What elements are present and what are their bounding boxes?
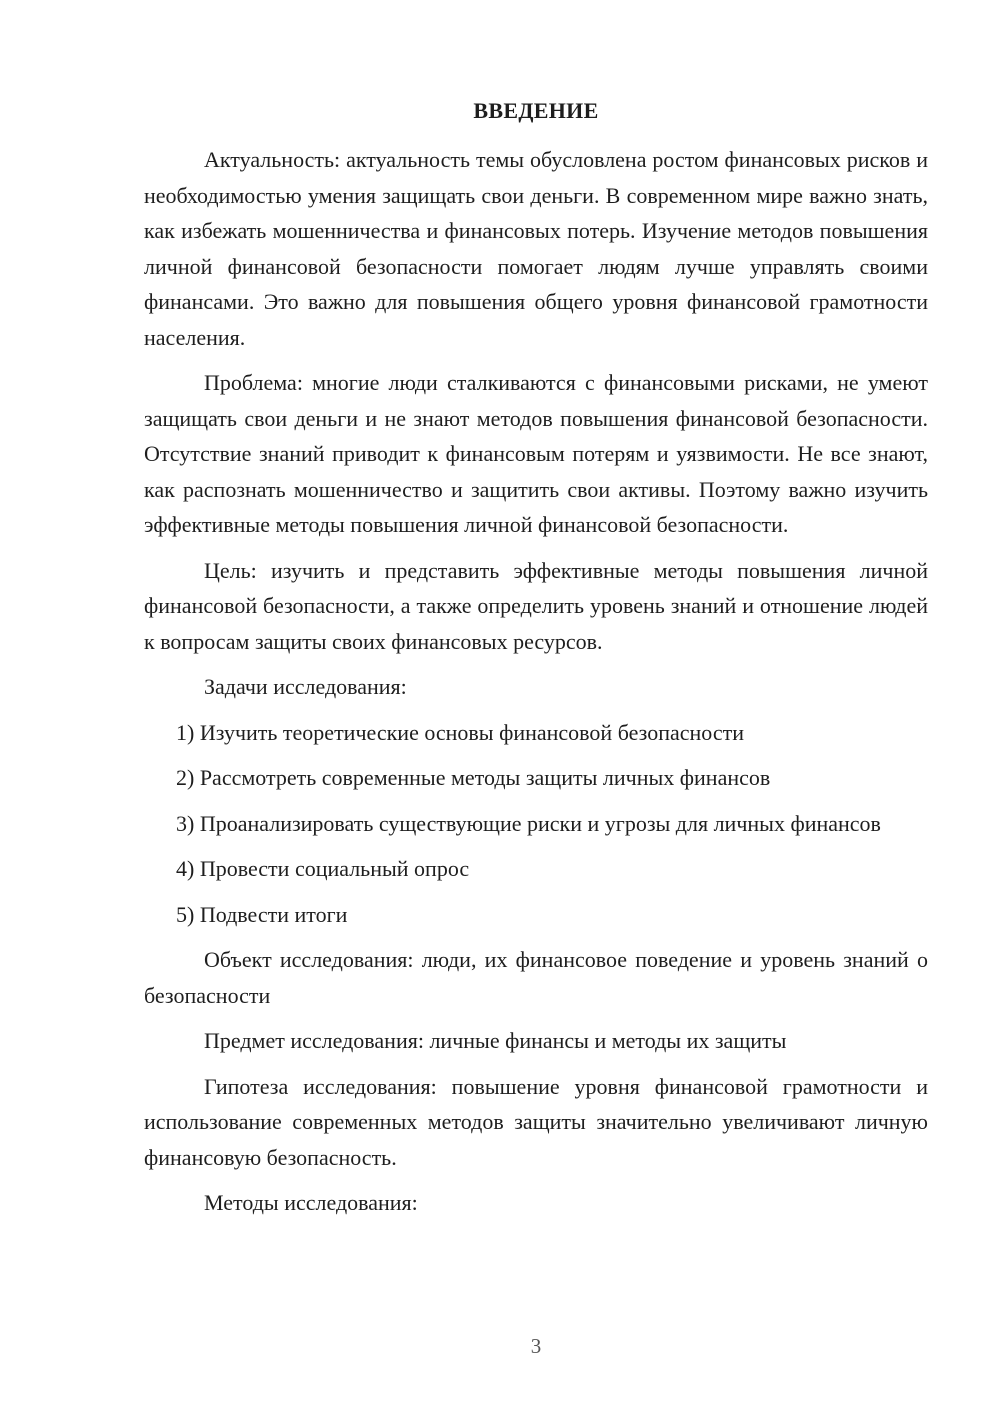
task-item-3: 3) Проанализировать существующие риски и угрозы для личных финансов bbox=[176, 810, 881, 836]
task-item-2: 2) Рассмотреть современные методы защиты личных финансов bbox=[176, 765, 771, 790]
paragraph-subject: Предмет исследования: личные финансы и методы их защиты bbox=[204, 1028, 787, 1053]
paragraph-hypothesis: Гипотеза исследования: повышение уровня финансовой грамотности и использование современных методов защиты значительно увеличивают личную финансовую безопасность. bbox=[144, 1073, 928, 1170]
paragraph-object: Объект исследования: люди, их финансовое поведение и уровень знаний о безопасности bbox=[144, 947, 928, 1008]
task-item-4: 4) Провести социальный опрос bbox=[176, 856, 470, 881]
tasks-heading: Задачи исследования: bbox=[204, 674, 407, 699]
methods-heading: Методы исследования: bbox=[204, 1190, 418, 1215]
paragraph-problem: Проблема: многие люди сталкиваются с финансовыми рисками, не умеют защищать свои деньги и не знают методов повышения финансовой безопасности. Отсутствие знаний приводит к финансовым потерям и уязвимости. Не все знают, как распознать мошенничество и защитить свои активы. Поэтому важно изучить эффективные методы повышения личной финансовой безопасности. bbox=[144, 370, 928, 537]
paragraph-goal: Цель: изучить и представить эффективные методы повышения личной финансовой безопасности, а также определить уровень знаний и отношение людей к вопросам защиты своих финансовых ресурсов. bbox=[144, 557, 928, 654]
document-body bbox=[144, 142, 928, 1231]
page-number: 3 bbox=[530, 1334, 542, 1358]
task-item-5: 5) Подвести итоги bbox=[176, 901, 348, 927]
page-title: ВВЕДЕНИЕ bbox=[473, 98, 599, 123]
paragraph-relevance: Актуальность: актуальность темы обусловлена ростом финансовых рисков и необходимостью умения защищать свои деньги. В современном мире важно знать, как избежать мошенничества и финансовых потерь. Изучение методов повышения личной финансовой безопасности помогает людям лучше управлять своими финансами. Это важно для повышения общего уровня финансовой грамотности населения. bbox=[144, 147, 928, 350]
task-item-1: 1) Изучить теоретические основы финансовой безопасности bbox=[176, 719, 744, 745]
